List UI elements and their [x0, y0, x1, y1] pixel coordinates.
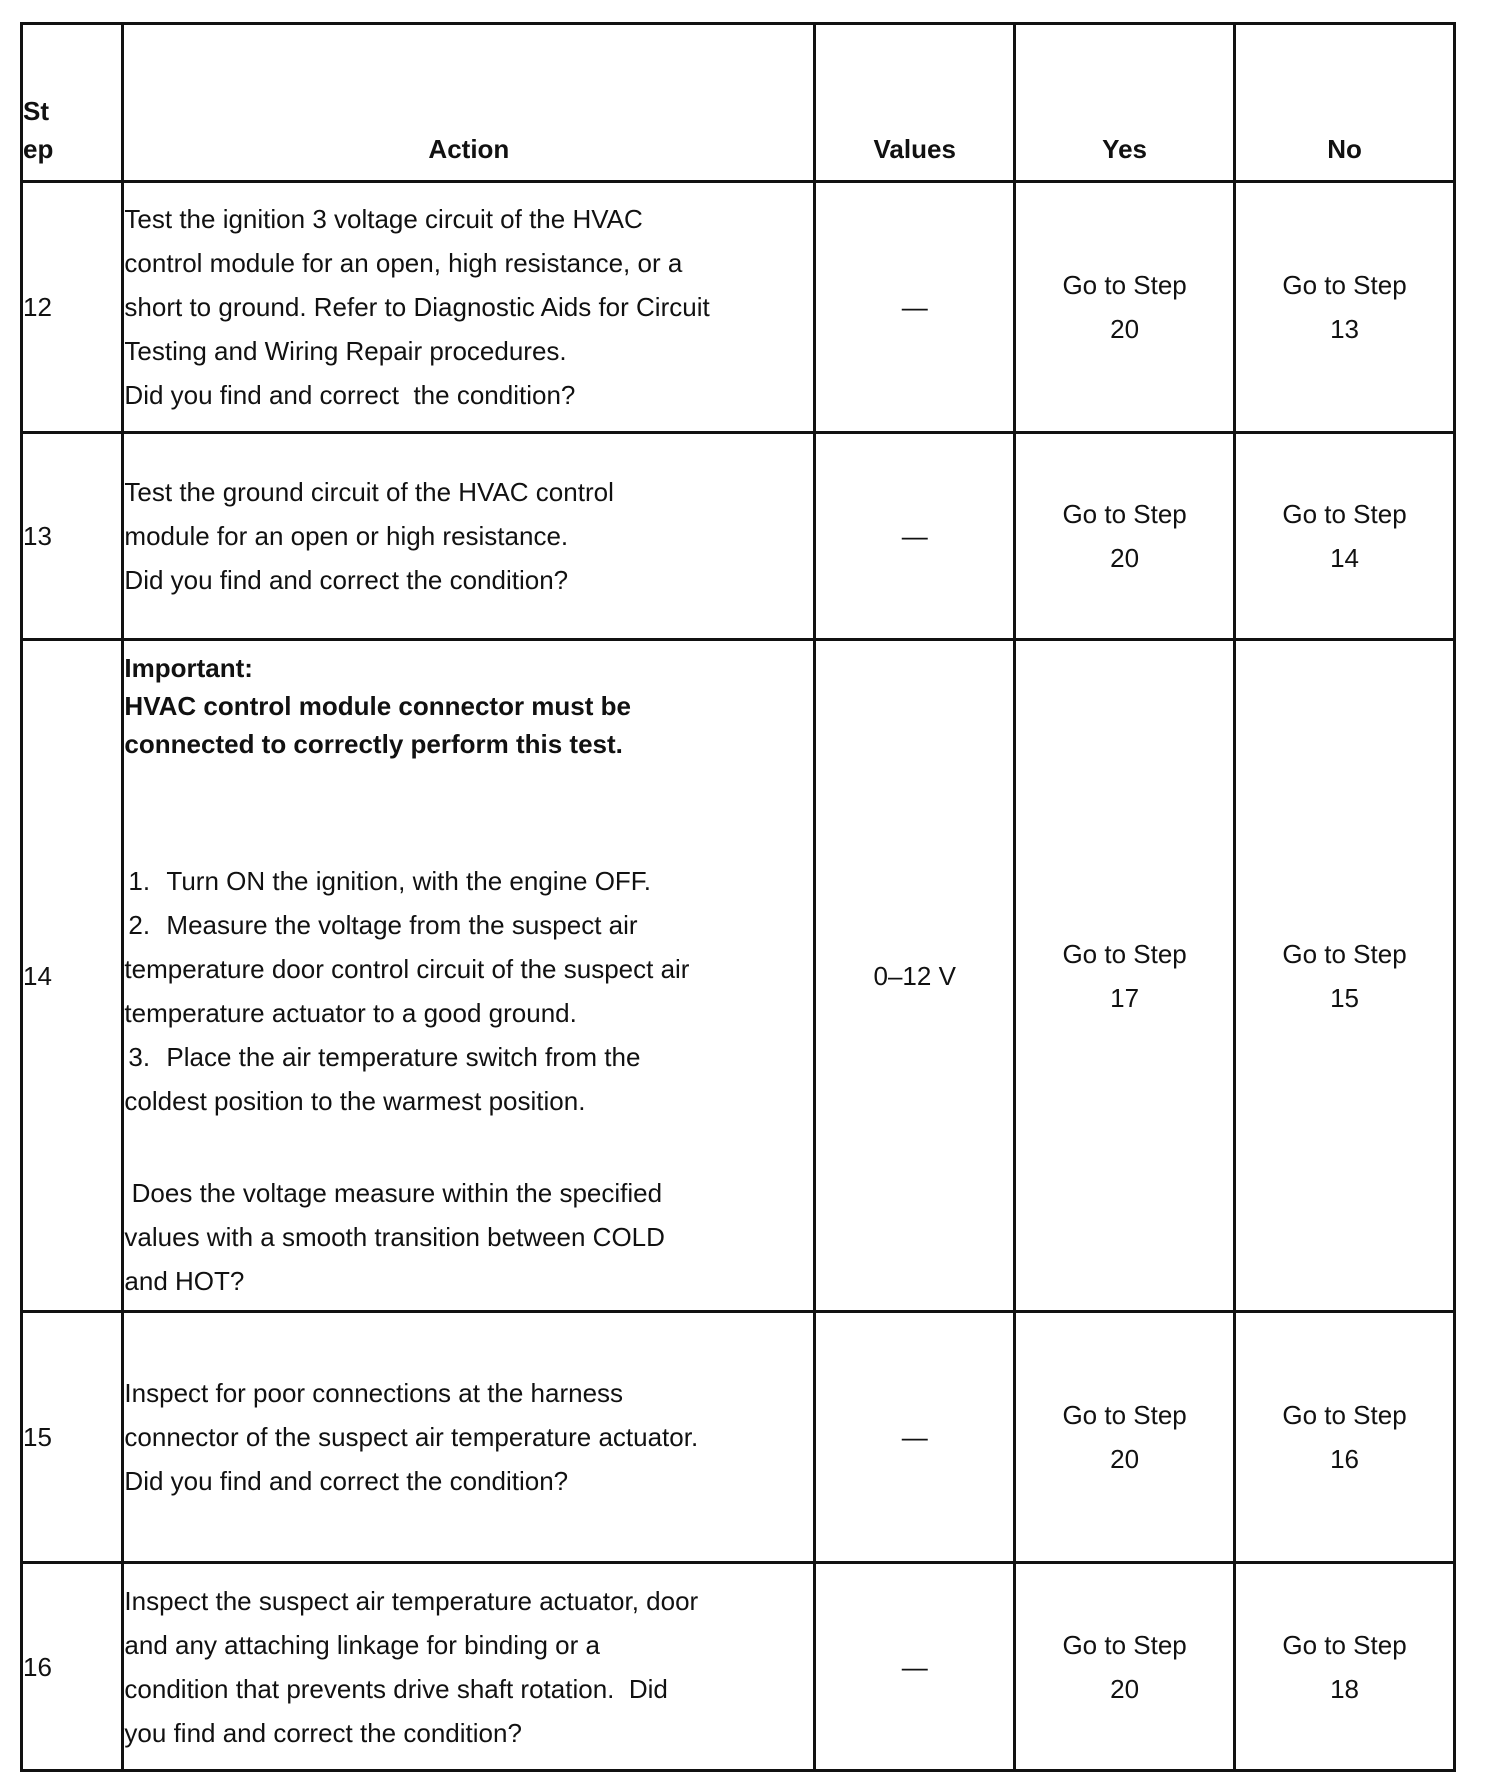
no-goto-step: 13: [1330, 314, 1359, 344]
list-item-continued: [124, 947, 813, 991]
action-line: short to ground. Refer to Diagnostic Aids for Circuit: [124, 292, 710, 322]
yes-goto-step: 20: [1110, 314, 1140, 344]
values-cell: 0–12 V: [815, 640, 1015, 1312]
action-line: Test the ignition 3 voltage circuit of the HVAC: [124, 204, 643, 234]
step-number: 13: [22, 433, 123, 640]
header-values: Values: [815, 24, 1015, 182]
yes-goto-label: Go to Step: [1062, 1629, 1187, 1660]
no-cell: [1235, 182, 1455, 433]
no-goto-label: Go to Step: [1282, 270, 1407, 300]
no-goto-step: 14: [1330, 543, 1359, 573]
yes-goto-step: 20: [1110, 543, 1140, 573]
values-cell: —: [815, 182, 1015, 433]
diagnostic-table: [20, 22, 1456, 1772]
action-line: control module for an open, high resistance, or a: [124, 248, 683, 278]
action-line: Did you find and correct the condition?: [124, 1466, 569, 1496]
header-yes: Yes: [1015, 24, 1235, 182]
list-item: [124, 1035, 813, 1079]
list-text: Turn ON the ignition, with the engine OFF.: [166, 865, 652, 896]
table-row-step-12: [22, 182, 1455, 433]
list-item-continued: [124, 1079, 813, 1123]
no-goto-label: Go to Step: [1282, 499, 1407, 529]
action-cell: [123, 433, 815, 640]
yes-goto-step: 20: [1110, 1673, 1140, 1704]
no-cell: [1235, 640, 1455, 1312]
action-line: connector of the suspect air temperature actuator.: [124, 1422, 699, 1452]
step-number: 14: [22, 640, 123, 1312]
header-step: [22, 24, 123, 182]
yes-cell: [1015, 1312, 1235, 1563]
action-cell: [123, 1563, 815, 1771]
action-line: Did you find and correct the condition?: [124, 565, 569, 595]
spacer: [124, 1123, 813, 1171]
list-text: Measure the voltage from the suspect air: [166, 909, 638, 940]
table-row-step-16: [22, 1563, 1455, 1771]
yes-cell: [1015, 640, 1235, 1312]
action-line: and any attaching linkage for binding or a: [124, 1629, 600, 1660]
list-item: [124, 903, 813, 947]
action-line: Testing and Wiring Repair procedures.: [124, 336, 567, 366]
yes-goto-label: Go to Step: [1062, 938, 1187, 969]
important-label: Important:: [124, 652, 253, 683]
important-line: connected to correctly perform this test.: [124, 728, 623, 759]
no-cell: [1235, 1312, 1455, 1563]
spacer: [124, 811, 813, 859]
step-number: 16: [22, 1563, 123, 1771]
no-goto-step: 18: [1330, 1673, 1359, 1704]
no-goto-label: Go to Step: [1282, 1400, 1407, 1430]
header-no: No: [1235, 24, 1455, 182]
list-number: 3.: [128, 1041, 151, 1072]
spacer: [124, 763, 813, 811]
action-line: Inspect for poor connections at the harness: [124, 1378, 624, 1408]
step-number: 15: [22, 1312, 123, 1563]
action-line: Inspect the suspect air temperature actuator, door: [124, 1585, 699, 1616]
question-line: Does the voltage measure within the specified: [124, 1177, 663, 1208]
action-cell: [123, 1312, 815, 1563]
table-row-step-13: [22, 433, 1455, 640]
list-text: Place the air temperature switch from the: [166, 1041, 641, 1072]
yes-goto-step: 20: [1110, 1444, 1140, 1474]
action-cell: [123, 182, 815, 433]
header-step-line1: St: [23, 96, 49, 126]
question-line: and HOT?: [124, 1265, 245, 1296]
yes-goto-label: Go to Step: [1062, 499, 1187, 529]
values-cell: —: [815, 1563, 1015, 1771]
table-header-row: [22, 24, 1455, 182]
list-item: [124, 859, 813, 903]
list-text: temperature door control circuit of the suspect air: [124, 953, 690, 984]
values-cell: —: [815, 1312, 1015, 1563]
action-line: Test the ground circuit of the HVAC control: [124, 477, 614, 507]
no-cell: [1235, 1563, 1455, 1771]
list-item-continued: [124, 991, 813, 1035]
table-row-step-15: [22, 1312, 1455, 1563]
no-goto-step: 16: [1330, 1444, 1359, 1474]
no-goto-label: Go to Step: [1282, 1629, 1407, 1660]
action-line: you find and correct the condition?: [124, 1717, 522, 1748]
no-goto-step: 15: [1330, 982, 1359, 1013]
yes-goto-label: Go to Step: [1062, 1400, 1187, 1430]
no-goto-label: Go to Step: [1282, 938, 1407, 969]
values-cell: —: [815, 433, 1015, 640]
yes-goto-step: 17: [1110, 982, 1140, 1013]
list-text: temperature actuator to a good ground.: [124, 997, 577, 1028]
important-line: HVAC control module connector must be: [124, 690, 631, 721]
list-number: 1.: [128, 865, 151, 896]
action-line: Did you find and correct the condition?: [124, 380, 576, 410]
yes-cell: [1015, 433, 1235, 640]
yes-goto-label: Go to Step: [1062, 270, 1187, 300]
step-number: 12: [22, 182, 123, 433]
yes-cell: [1015, 182, 1235, 433]
action-line: module for an open or high resistance.: [124, 521, 569, 551]
yes-cell: [1015, 1563, 1235, 1771]
question-line: values with a smooth transition between COLD: [124, 1221, 665, 1252]
action-cell: [123, 640, 815, 1312]
table-row-step-14: [22, 640, 1455, 1312]
header-action: Action: [123, 24, 815, 182]
list-text: coldest position to the warmest position.: [124, 1085, 586, 1116]
list-number: 2.: [128, 909, 151, 940]
header-step-line2: ep: [23, 134, 54, 164]
no-cell: [1235, 433, 1455, 640]
action-line: condition that prevents drive shaft rotation. Did: [124, 1673, 668, 1704]
